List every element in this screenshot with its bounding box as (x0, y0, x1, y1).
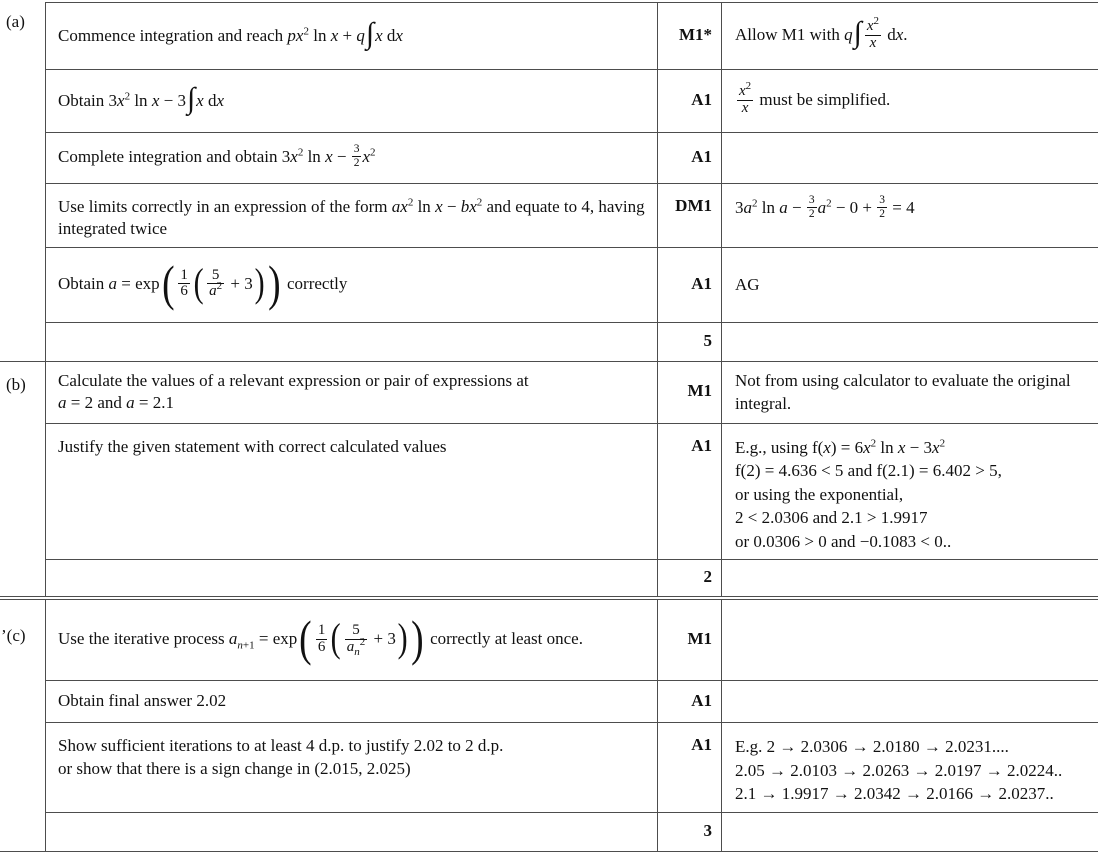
section-b (0, 362, 1098, 600)
mark-text: A1 (691, 273, 712, 293)
note-cell (722, 424, 1098, 559)
note-text: $\frac{x^2}{x}$ must be simplified. (739, 79, 891, 116)
note-cell (722, 813, 1098, 851)
table-row (46, 362, 1098, 424)
criterion-text: Obtain $3x^2$ ln x − 3∫x dx (58, 81, 225, 115)
mark-cell (657, 133, 722, 183)
section-label-text: (b) (6, 374, 26, 394)
criterion-cell (46, 362, 657, 423)
note-cell (722, 362, 1098, 423)
section-c (0, 600, 1098, 851)
criterion-cell (46, 323, 657, 361)
note-text: Allow M1 with q∫ $\frac{x^2}{x}$ dx. (735, 14, 908, 51)
section-total: 3 (703, 820, 712, 840)
table-row (46, 600, 1098, 681)
section-rows (46, 2, 1098, 361)
table-row (46, 3, 1098, 70)
criterion-cell (46, 133, 657, 183)
mark-text: A1 (691, 435, 712, 455)
note-cell (722, 133, 1098, 183)
mark-text: A1 (691, 90, 712, 109)
table-row (46, 723, 1098, 812)
section-total: 5 (703, 330, 712, 350)
criterion-cell (46, 70, 657, 132)
table-row (46, 248, 1098, 323)
mark-cell (657, 813, 722, 851)
section-label (0, 362, 46, 596)
criterion-cell (46, 681, 657, 722)
note-cell (722, 723, 1098, 811)
criterion-text: Use limits correctly in an expression of the form $ax^2$ $\ln x - bx^2$ and equate to 4, having integrated twice (58, 196, 645, 239)
note-text: $3a^2$ ln a − $\frac{3}{2}$ $a^2 - 0$ + $\frac{3}{2}$ = 4 (735, 194, 915, 220)
criterion-cell (46, 184, 657, 247)
note-cell (722, 3, 1098, 69)
section-a (0, 2, 1098, 362)
criterion-text: Complete integration and obtain $3x^2$ ln x − $\frac{3}{2}$ $x^2$ (58, 142, 376, 169)
table-row (46, 424, 1098, 560)
section-rows (46, 362, 1098, 596)
mark-text: M1* (678, 25, 712, 44)
note-cell (722, 600, 1098, 680)
note-cell (722, 70, 1098, 132)
criterion-cell (46, 560, 657, 596)
mark-text: A1 (691, 735, 712, 755)
criterion-text: Justify the given statement with correct calculated values (58, 436, 447, 456)
mark-cell (657, 184, 722, 247)
table-row (46, 70, 1098, 133)
table-row-total (46, 560, 1098, 596)
criterion-cell (46, 248, 657, 322)
note-cell (722, 184, 1098, 247)
criterion-text: Show sufficient iterations to at least 4 d.p. to justify 2.02 to 2 d.p. or show that there is a sign change in (2.015, 2.025) (58, 736, 504, 778)
criterion-cell (46, 723, 657, 811)
mark-cell (657, 600, 722, 680)
note-cell (722, 248, 1098, 322)
section-label-text: ’(c) (1, 626, 26, 646)
section-label (0, 2, 46, 361)
criterion-text: Obtain final answer 2.02 (58, 691, 227, 711)
criterion-cell (46, 424, 657, 559)
criterion-text: Commence integration and reach $px^2$ ln x + q∫x dx (58, 16, 403, 50)
note-text: Not from using calculator to evaluate the original integral. (735, 370, 1071, 414)
mark-cell (657, 560, 722, 596)
table-row-total (46, 813, 1098, 851)
table-row (46, 133, 1098, 184)
mark-cell (657, 70, 722, 132)
criterion-text: Use the iterative process $a_{n+1} = \exp$( $\frac{1}{6}$ ( $\frac{5}{a_n^2}$ + 3)) correctly at least once. (58, 610, 583, 667)
mark-text: A1 (691, 147, 712, 166)
mark-cell (657, 3, 722, 69)
mark-cell (657, 362, 722, 423)
mark-scheme-table (0, 2, 1098, 852)
criterion-cell (46, 3, 657, 69)
mark-text: M1 (687, 381, 712, 401)
mark-cell (657, 681, 722, 722)
mark-text: A1 (691, 690, 712, 710)
table-row (46, 681, 1098, 723)
table-row (46, 184, 1098, 248)
section-total: 2 (703, 567, 712, 587)
section-label (0, 600, 46, 850)
section-label-text: (a) (6, 12, 25, 31)
note-text: AG (735, 275, 760, 295)
mark-text: DM1 (675, 196, 712, 215)
note-cell (722, 681, 1098, 722)
note-cell (722, 323, 1098, 361)
note-text: E.g. 2 → 2.0306 → 2.0180 → 2.0231.... 2.05 → 2.0103 → 2.0263 → 2.0197 → 2.0224.. 2.1 → 1.9917 → 2.0342 → 2.0166 → 2.0237.. (735, 737, 1063, 804)
criterion-text: Obtain a = exp( $\frac{1}{6}$ ( $\frac{5}{a^2}$ + 3)) correctly (58, 254, 348, 311)
criterion-text: Calculate the values of a relevant expression or pair of expressions at a = 2 and a = 2.1 (58, 370, 529, 413)
note-text: E.g., using $f(x) = 6x^2$ $\ln x - 3x^2$ f(2) = 4.636 < 5 and f(2.1) = 6.402 > 5, or using the exponential, 2 < 2.0306 and 2.1 > 1.9917 or 0.0306 > 0 and −0.1083 < 0.. (735, 437, 1002, 551)
mark-cell (657, 723, 722, 811)
note-cell (722, 560, 1098, 596)
mark-cell (657, 424, 722, 559)
criterion-cell (46, 813, 657, 851)
table-row-total (46, 323, 1098, 361)
mark-cell (657, 323, 722, 361)
mark-text: M1 (687, 629, 712, 649)
section-rows (46, 600, 1098, 850)
mark-cell (657, 248, 722, 322)
criterion-cell (46, 600, 657, 680)
